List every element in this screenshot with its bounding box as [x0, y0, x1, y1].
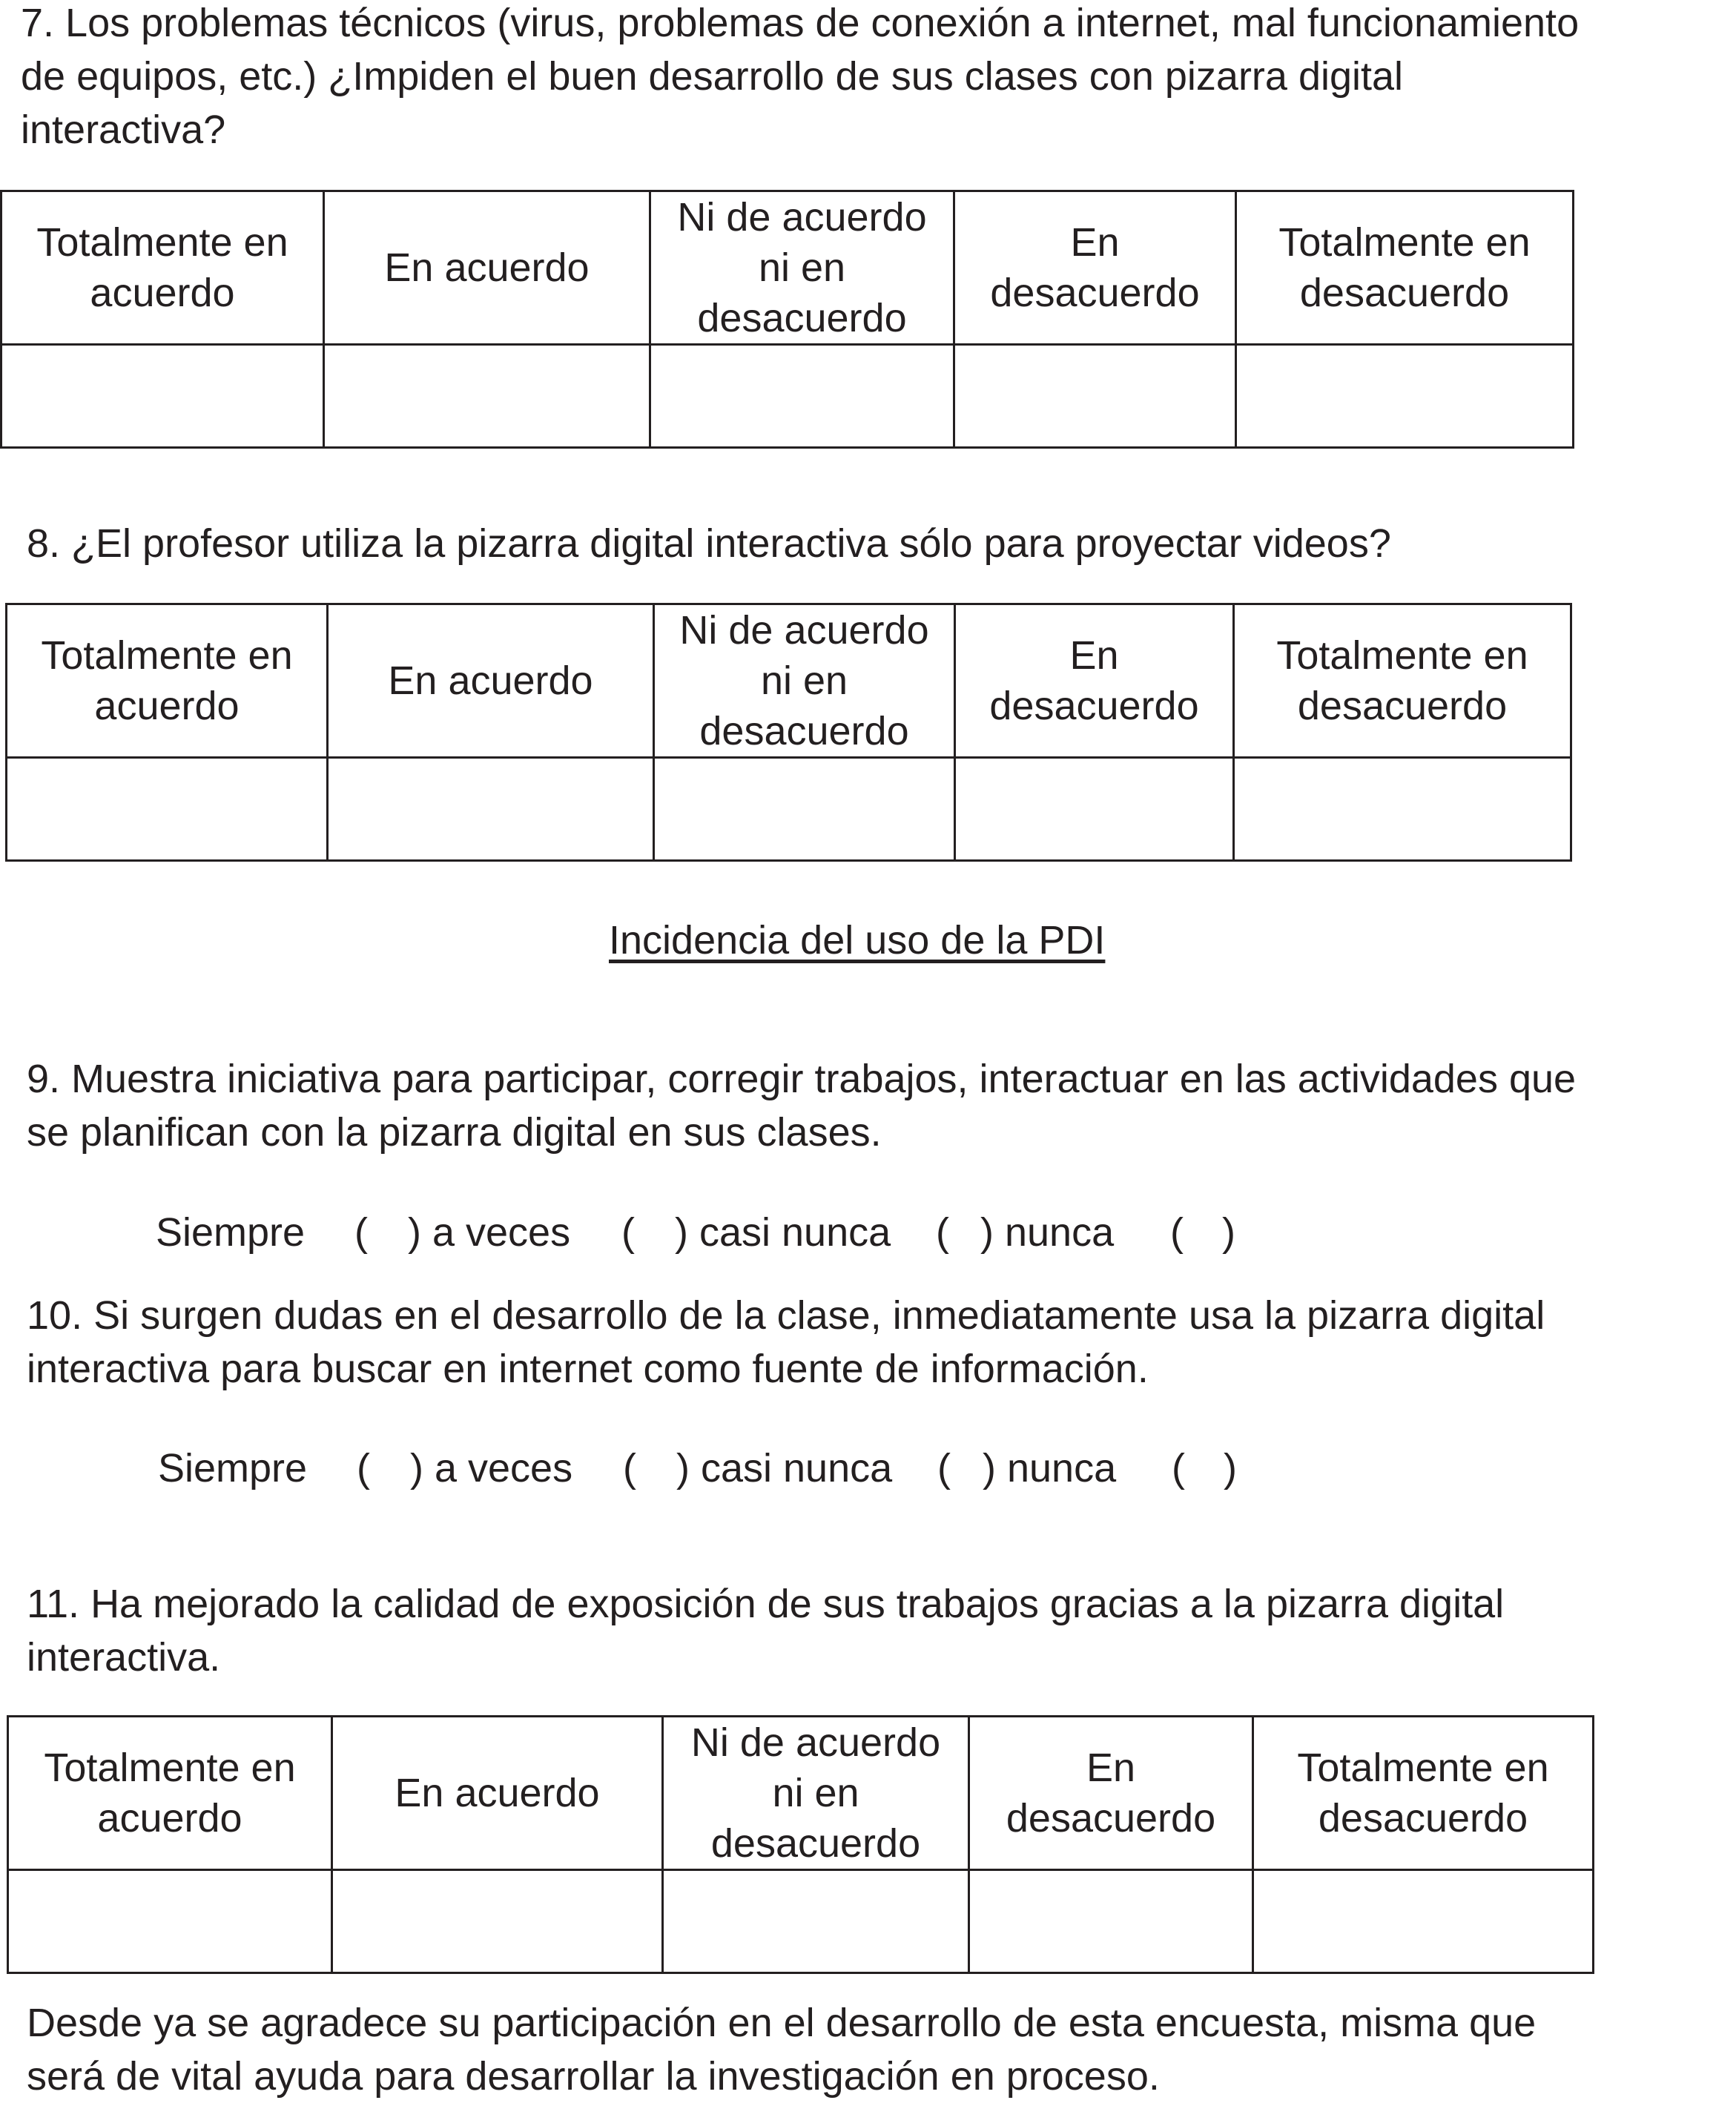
scale-option-totally-disagree: Totalmente en desacuerdo [1234, 604, 1571, 758]
question-7-line-1: 7. Los problemas técnicos (virus, problemas de conexión a internet, mal funcionamiento [21, 1, 1580, 45]
scale-option-totally-disagree: Totalmente en desacuerdo [1236, 191, 1574, 345]
frequency-options-q9 [0, 1206, 1736, 1259]
question-10 [27, 1289, 1545, 1396]
checkbox-casi-nunca[interactable]: ( [937, 1446, 951, 1490]
likert-table-q7 [0, 190, 1574, 449]
likert-table-q8 [5, 603, 1572, 862]
option-nunca: ) nunca [983, 1446, 1117, 1490]
checkbox-siempre[interactable]: ( [357, 1446, 370, 1490]
answer-cell[interactable] [663, 1870, 969, 1973]
answer-cell[interactable] [654, 758, 955, 861]
scale-option-disagree: En desacuerdo [954, 191, 1236, 345]
question-7-line-2: de equipos, etc.) ¿Impiden el buen desarrollo de sus clases con pizarra digital [21, 54, 1404, 99]
answer-cell[interactable] [1236, 345, 1574, 448]
option-casi-nunca: ) casi nunca [675, 1210, 891, 1255]
answer-cell[interactable] [1253, 1870, 1594, 1973]
closing-line-1: Desde ya se agradece su participación en el desarrollo de esta encuesta, misma que [27, 2001, 1537, 2045]
option-nunca: ) nunca [980, 1210, 1115, 1255]
checkbox-casi-nunca[interactable]: ( [936, 1210, 949, 1255]
option-a-veces: ) a veces [408, 1210, 571, 1255]
scale-option-totally-agree: Totalmente en acuerdo [8, 1717, 332, 1870]
answer-cell[interactable] [650, 345, 954, 448]
option-siempre: Siempre [156, 1210, 306, 1255]
answer-cell[interactable] [969, 1870, 1253, 1973]
answer-cell[interactable] [328, 758, 654, 861]
answer-cell[interactable] [1, 345, 324, 448]
option-casi-nunca: ) casi nunca [676, 1446, 893, 1490]
frequency-options-q10 [0, 1442, 1736, 1495]
checkbox-nunca[interactable]: ( [1172, 1446, 1185, 1490]
scale-option-neutral: Ni de acuerdo ni en desacuerdo [650, 191, 954, 345]
scale-option-agree: En acuerdo [324, 191, 650, 345]
question-11-line-2: interactiva. [27, 1635, 221, 1680]
scale-option-neutral: Ni de acuerdo ni en desacuerdo [663, 1717, 969, 1870]
checkbox-a-veces[interactable]: ( [623, 1446, 636, 1490]
question-8-line-1: 8. ¿El profesor utiliza la pizarra digital interactiva sólo para proyectar videos? [27, 521, 1391, 566]
scale-option-agree: En acuerdo [332, 1717, 663, 1870]
question-7 [21, 0, 1579, 156]
answer-cell[interactable] [955, 758, 1234, 861]
question-7-line-3: interactiva? [21, 108, 226, 152]
checkbox-siempre[interactable]: ( [354, 1210, 368, 1255]
answer-cell[interactable] [324, 345, 650, 448]
question-10-line-1: 10. Si surgen dudas en el desarrollo de la clase, inmediatamente usa la pizarra digital [27, 1293, 1545, 1338]
scale-option-disagree: En desacuerdo [969, 1717, 1253, 1870]
scale-option-agree: En acuerdo [328, 604, 654, 758]
question-11-line-1: 11. Ha mejorado la calidad de exposición de sus trabajos gracias a la pizarra digital [27, 1582, 1505, 1626]
checkbox-nunca[interactable]: ( [1170, 1210, 1184, 1255]
answer-cell[interactable] [954, 345, 1236, 448]
section-heading: Incidencia del uso de la PDI [609, 918, 1106, 963]
question-8 [27, 517, 1391, 570]
question-10-line-2: interactiva para buscar en internet como fuente de información. [27, 1347, 1149, 1391]
answer-cell[interactable] [332, 1870, 663, 1973]
scale-option-totally-disagree: Totalmente en desacuerdo [1253, 1717, 1594, 1870]
closing-line-2: será de vital ayuda para desarrollar la investigación en proceso. [27, 2054, 1160, 2099]
checkbox-close: ) [1222, 1210, 1235, 1255]
answer-cell[interactable] [7, 758, 328, 861]
question-9-line-2: se planifican con la pizarra digital en sus clases. [27, 1110, 882, 1155]
answer-cell[interactable] [8, 1870, 332, 1973]
question-9 [27, 1052, 1576, 1159]
option-siempre: Siempre [158, 1446, 308, 1490]
closing-note [27, 1996, 1536, 2103]
scale-option-totally-agree: Totalmente en acuerdo [1, 191, 324, 345]
scale-option-disagree: En desacuerdo [955, 604, 1234, 758]
likert-table-q11 [7, 1715, 1594, 1974]
scale-option-totally-agree: Totalmente en acuerdo [7, 604, 328, 758]
option-a-veces: ) a veces [410, 1446, 573, 1490]
question-9-line-1: 9. Muestra iniciativa para participar, corregir trabajos, interactuar en las actividades que [27, 1057, 1577, 1101]
answer-cell[interactable] [1234, 758, 1571, 861]
question-11 [27, 1577, 1504, 1684]
checkbox-close: ) [1224, 1446, 1237, 1490]
scale-option-neutral: Ni de acuerdo ni en desacuerdo [654, 604, 955, 758]
checkbox-a-veces[interactable]: ( [621, 1210, 635, 1255]
